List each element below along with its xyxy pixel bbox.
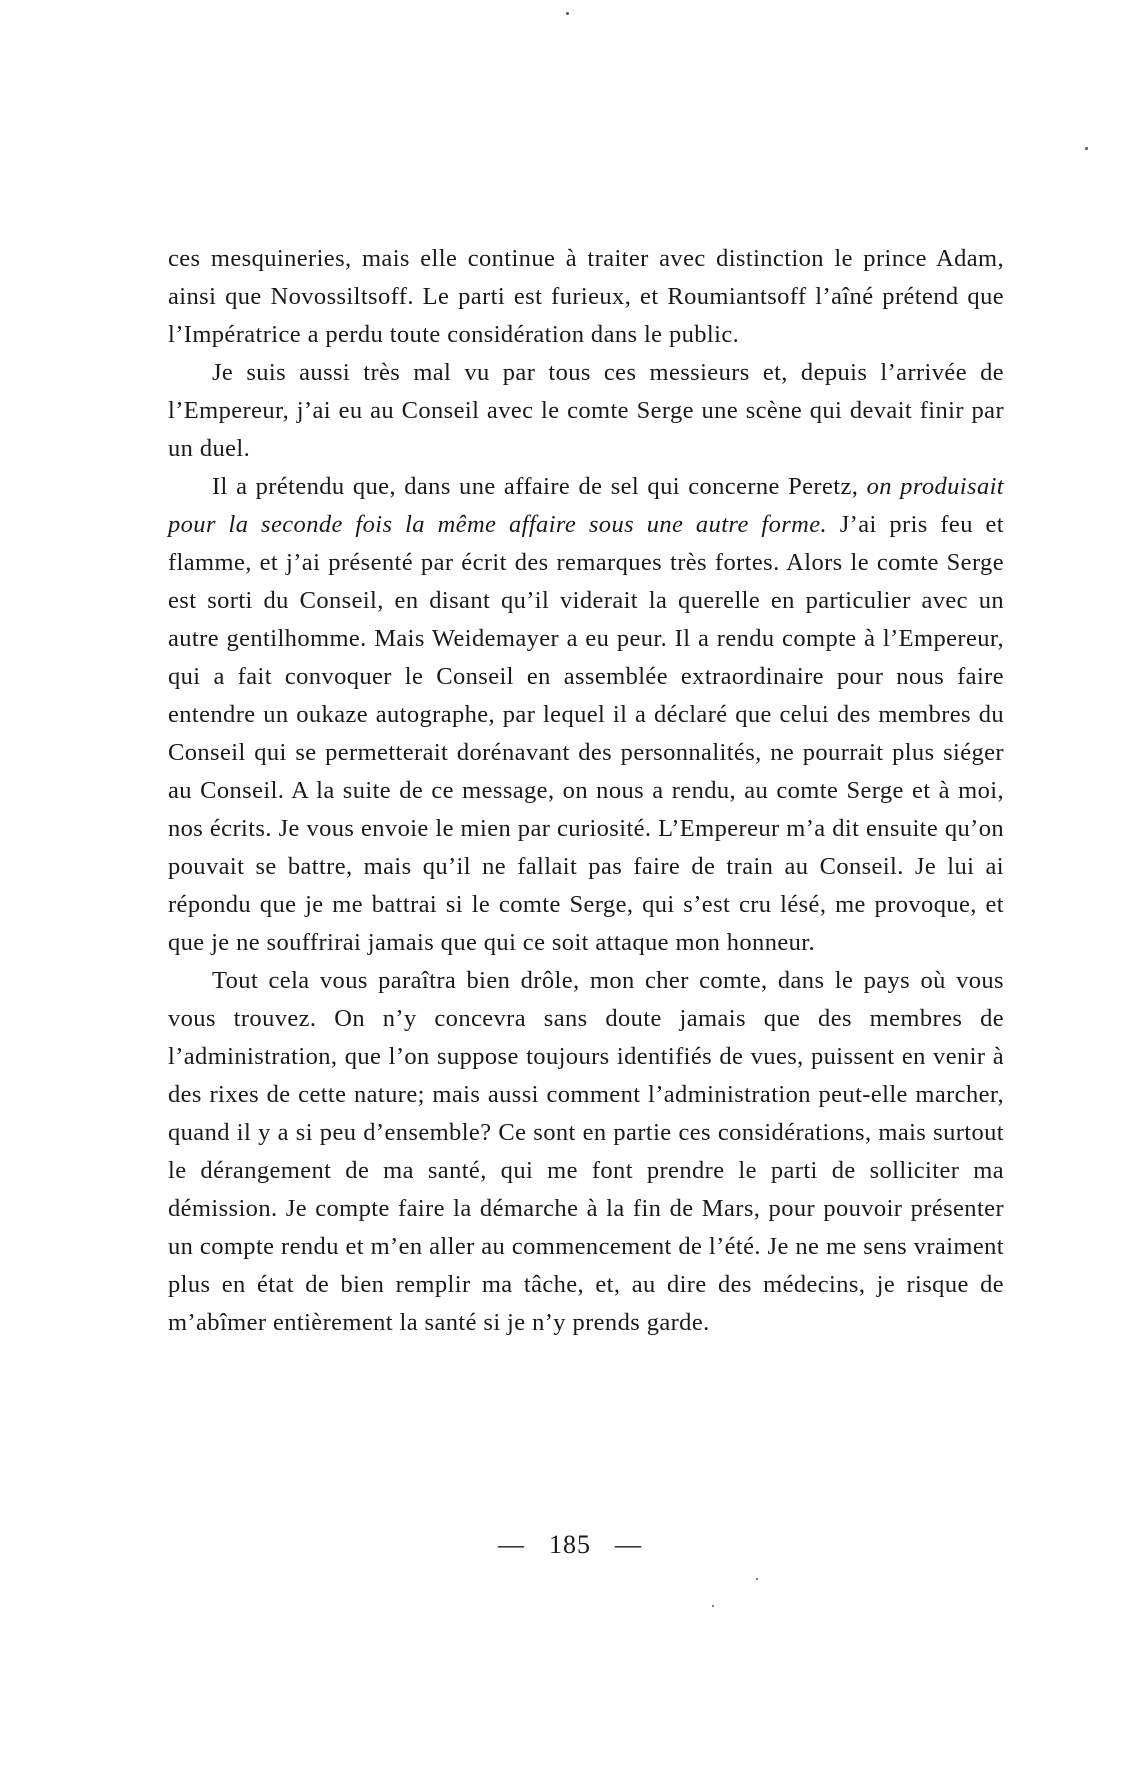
- paragraph-text: Il a prétendu que, dans une affaire de sel qui concerne Peretz,: [212, 473, 867, 500]
- paragraph-text: Je suis aussi très mal vu par tous ces messieurs et, depuis l’arrivée de l’Empereur, j’ai eu au Conseil avec le comte Serge une scène qui devait finir par un duel.: [168, 359, 1004, 462]
- page-number: [0, 1530, 1140, 1560]
- paragraph: [168, 240, 1004, 354]
- paragraph-text: J’ai pris feu et flamme, et j’ai présenté par écrit des remarques très fortes. Alors le comte Serge est sorti du Conseil, en disant qu’il viderait la querelle en particulier avec un autre gentilhomme. Mais Weidemayer a eu peur. Il a rendu compte à l’Empereur, qui a fait convoquer le Conseil en assemblée extraordinaire pour nous faire entendre un oukaze autographe, par lequel il a déclaré que celui des membres du Conseil qui se permetterait dorénavant des personnalités, ne pourrait plus siéger au Conseil. A la suite de ce message, on nous a rendu, au comte Serge et à moi, nos écrits. Je vous envoie le mien par curiosité. L’Empereur m’a dit ensuite qu’on pouvait se battre, mais qu’il ne fallait pas faire de train au Conseil. Je lui ai répondu que je me battrai si le comte Serge, qui s’est cru lésé, me provoque, et que je ne souffrirai jamais que qui ce soit attaque mon honneur.: [168, 511, 1004, 956]
- scan-speck: [566, 12, 569, 15]
- paragraph-text: Tout cela vous paraîtra bien drôle, mon cher comte, dans le pays où vous vous trouvez. On n’y concevra sans doute jamais que des membres de l’administration, que l’on suppose toujours identifiés de vues, puissent en venir à des rixes de cette nature; mais aussi comment l’administration peut-elle marcher, quand il y a si peu d’ensemble? Ce sont en partie ces considérations, mais surtout le dérangement de ma santé, qui me font prendre le parti de solliciter ma démission. Je compte faire la démarche à la fin de Mars, pour pouvoir présenter un compte rendu et m’en aller au commencement de l’été. Je ne me sens vraiment plus en état de bien remplir ma tâche, et, au dire des médecins, je risque de m’abîmer entièrement la santé si je n’y prends garde.: [168, 967, 1004, 1336]
- scan-speck: [756, 1578, 758, 1580]
- scan-speck: [712, 1605, 714, 1607]
- page-number-dash-left: —: [498, 1530, 525, 1559]
- scan-speck: [1085, 147, 1088, 150]
- page-number-dash-right: —: [615, 1530, 642, 1559]
- paragraph: [168, 962, 1004, 1342]
- page-number-value: 185: [549, 1530, 591, 1559]
- body-text: [168, 240, 1004, 1342]
- paragraph: [168, 468, 1004, 962]
- paragraph-text: ces mesquineries, mais elle continue à traiter avec distinction le prince Adam, ainsi que Novossiltsoff. Le parti est furieux, et Roumiantsoff l’aîné prétend que l’Impératrice a perdu toute considération dans le public.: [168, 245, 1004, 348]
- paragraph: [168, 354, 1004, 468]
- italic-quote: on produisait pour la seconde fois la même affaire sous une autre forme.: [168, 473, 1005, 538]
